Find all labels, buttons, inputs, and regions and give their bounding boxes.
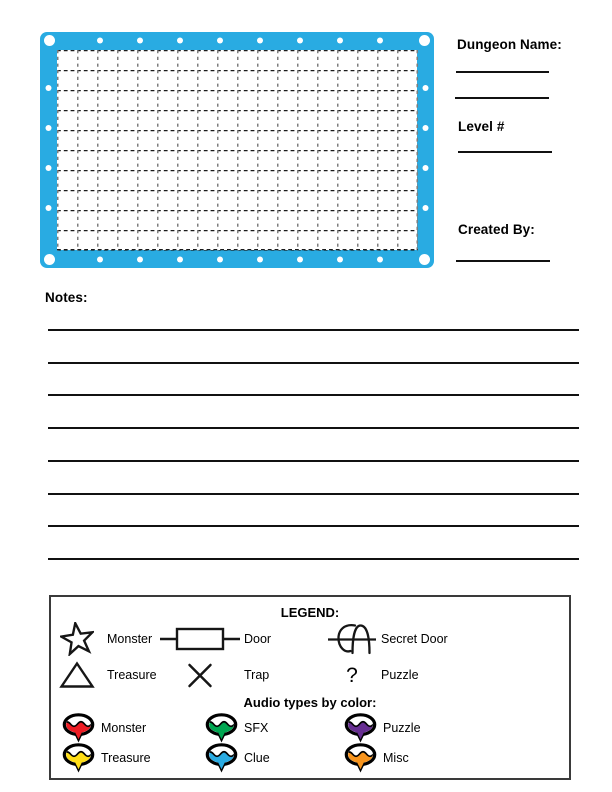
audio-pin-icon (344, 743, 377, 773)
secret-door-icon (327, 622, 377, 656)
audio-type-label: Puzzle (383, 721, 421, 735)
legend-item-door (160, 621, 327, 657)
audio-pin-icon (62, 713, 95, 743)
audio-pin-icon (344, 713, 377, 743)
notes-line (48, 493, 579, 495)
audio-type-sfx (205, 713, 344, 743)
legend-item-label: Secret Door (381, 632, 448, 646)
notes-label: Notes: (45, 290, 88, 305)
audio-type-misc (344, 743, 565, 773)
legend-item-label: Treasure (107, 668, 157, 682)
audio-type-puzzle (344, 713, 565, 743)
legend-title: LEGEND: (280, 605, 340, 620)
legend-item-puzzle (327, 657, 565, 693)
audio-type-label: Clue (244, 751, 270, 765)
notes-line (48, 525, 579, 527)
legend-box (49, 595, 571, 780)
created-by-label: Created By: (458, 222, 535, 237)
legend-item-label: Monster (107, 632, 153, 646)
map-grid-panel (40, 32, 434, 268)
legend-item-secret-door (327, 621, 565, 657)
legend-item-label: Trap (244, 668, 270, 682)
notes-line (48, 394, 579, 396)
map-grid-graphic (40, 32, 434, 268)
notes-ruled-lines (48, 329, 579, 560)
audio-pin-icon (205, 713, 238, 743)
audio-type-label: Treasure (101, 751, 151, 765)
question-mark-icon: ? (346, 663, 358, 687)
created-by-line (456, 260, 550, 262)
dungeon-name-line-2 (455, 97, 549, 99)
audio-types-legend (62, 713, 565, 773)
map-grid-lines (57, 50, 418, 251)
level-number-label: Level # (458, 119, 505, 134)
notes-line (48, 427, 579, 429)
audio-type-monster (62, 713, 205, 743)
audio-type-label: Monster (101, 721, 147, 735)
legend-item-label: Door (244, 632, 272, 646)
audio-type-clue (205, 743, 344, 773)
triangle-icon (57, 661, 97, 689)
notes-line (48, 329, 579, 331)
notes-line (48, 362, 579, 364)
legend-symbols (57, 621, 565, 693)
legend-item-monster (57, 621, 160, 657)
audio-types-title: Audio types by color: (243, 695, 377, 710)
legend-item-label: Puzzle (381, 668, 419, 682)
legend-item-treasure (57, 657, 160, 693)
audio-type-label: SFX (244, 721, 269, 735)
legend-item-trap (160, 657, 327, 693)
star-icon (57, 622, 97, 656)
door-icon (160, 626, 240, 652)
trap-x-icon (160, 661, 240, 689)
dungeon-name-label: Dungeon Name: (457, 37, 562, 52)
audio-type-treasure (62, 743, 205, 773)
audio-type-label: Misc (383, 751, 409, 765)
notes-line (48, 558, 579, 560)
audio-pin-icon (205, 743, 238, 773)
level-number-line (458, 151, 552, 153)
notes-line (48, 460, 579, 462)
dungeon-name-line-1 (456, 71, 549, 73)
audio-pin-icon (62, 743, 95, 773)
